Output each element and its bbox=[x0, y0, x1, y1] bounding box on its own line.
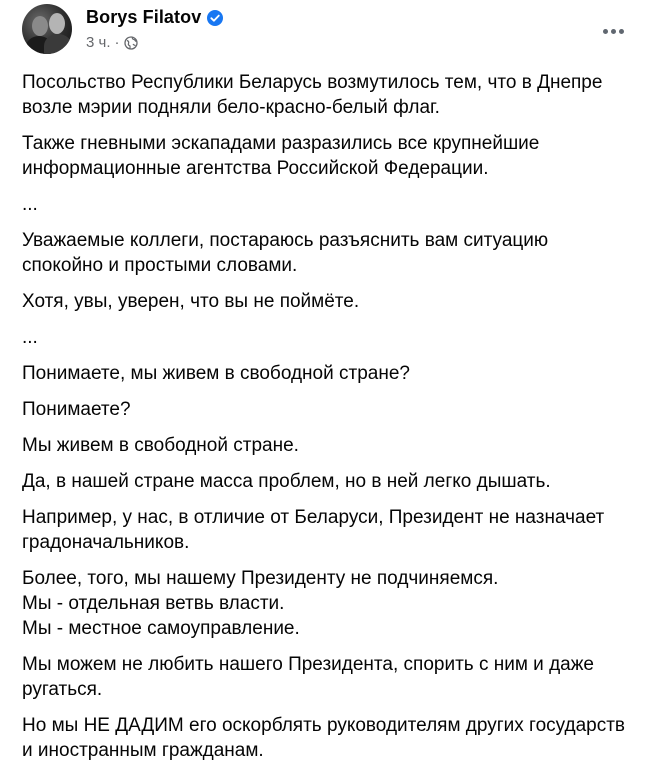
post-meta bbox=[86, 7, 223, 51]
post-subtitle bbox=[86, 34, 223, 51]
more-options-icon[interactable] bbox=[599, 20, 627, 42]
post-paragraph: Хотя, увы, уверен, что вы не поймёте. bbox=[22, 291, 360, 312]
more-dot bbox=[611, 29, 616, 34]
post-paragraph: Да, в нашей стране масса проблем, но в ней легко дышать. bbox=[22, 471, 551, 492]
post-paragraph: Но мы НЕ ДАДИМ его оскорблять руководителям других государств и иностранным гражданам. bbox=[22, 715, 626, 761]
more-dot bbox=[619, 29, 624, 34]
more-dot bbox=[603, 29, 608, 34]
post-paragraph: ... bbox=[22, 327, 38, 348]
avatar-face-right bbox=[49, 13, 65, 34]
avatar-face-left bbox=[32, 16, 48, 36]
post-paragraph: Также гневными эскападами разразились все крупнейшие информационные агентства Российской Федерации. bbox=[22, 133, 540, 179]
post-paragraph: Мы живем в свободной стране. bbox=[22, 435, 299, 456]
post-paragraph: Понимаете, мы живем в свободной стране? bbox=[22, 363, 410, 384]
author-avatar[interactable] bbox=[22, 4, 72, 54]
post-paragraph: Мы можем не любить нашего Президента, спорить с ним и даже ругаться. bbox=[22, 654, 594, 700]
meta-separator: · bbox=[114, 34, 120, 51]
post-body bbox=[22, 70, 632, 773]
post-paragraph: Более, того, мы нашему Президенту не подчиняемся. Мы - отдельная ветвь власти. Мы - местное самоуправление. bbox=[22, 568, 499, 639]
post-paragraph: Например, у нас, в отличие от Беларуси, Президент не назначает градоначальников. bbox=[22, 507, 605, 553]
author-row bbox=[86, 7, 223, 28]
post-timestamp[interactable]: 3 ч. bbox=[86, 34, 111, 51]
post-paragraph: Посольство Республики Беларусь возмутилось тем, что в Днепре возле мэрии подняли бело-красно-белый флаг. bbox=[22, 72, 603, 118]
post-paragraph: Уважаемые коллеги, постараюсь разъяснить вам ситуацию спокойно и простыми словами. bbox=[22, 230, 549, 276]
verified-badge-icon bbox=[207, 10, 223, 26]
globe-icon[interactable] bbox=[124, 36, 138, 50]
post-paragraph: ... bbox=[22, 194, 38, 215]
author-name[interactable]: Borys Filatov bbox=[86, 7, 202, 27]
avatar-figure-right bbox=[44, 34, 72, 54]
post-paragraph: Понимаете? bbox=[22, 399, 131, 420]
post-header bbox=[22, 4, 223, 60]
